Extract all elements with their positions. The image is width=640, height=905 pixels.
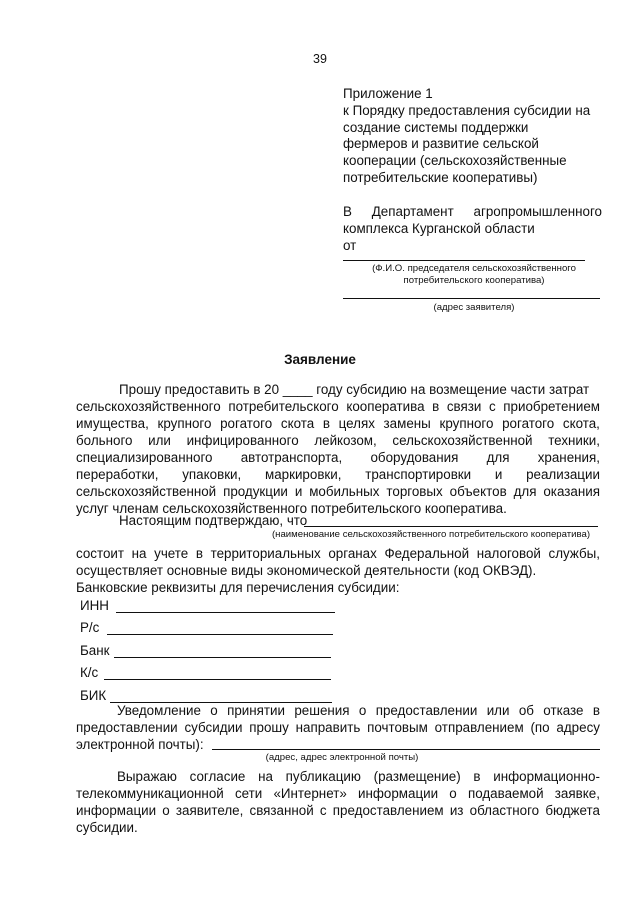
word: рогатого (502, 416, 555, 431)
word: согласие (189, 769, 246, 784)
word: маркировки, (264, 467, 342, 482)
word: прошу (249, 720, 289, 735)
addressee-line-3: от (343, 238, 357, 253)
bank-field[interactable] (114, 657, 331, 658)
fio-underline (343, 260, 585, 261)
word: оборудования (370, 450, 459, 465)
cooperative-name-underline (304, 526, 598, 527)
word: службы, (548, 546, 600, 561)
word: сельскохозяйственного (76, 399, 221, 414)
word: специализированного (76, 450, 213, 465)
word: Уведомление (117, 703, 201, 718)
word: и (494, 467, 503, 482)
word: подаваемой (467, 786, 544, 801)
word: связанной (249, 803, 314, 818)
word: больного (76, 433, 133, 448)
request-line (76, 432, 600, 449)
appendix-line: создание системы поддержки (343, 119, 529, 135)
address-underline (343, 298, 600, 299)
word: «Интернет» (273, 786, 347, 801)
word: с (488, 399, 496, 414)
word: лейкозом, (314, 433, 377, 448)
consent-line-4: субсидии. (76, 820, 138, 835)
consent-line-2 (76, 785, 600, 802)
addressee-block (343, 203, 602, 254)
ks-field[interactable] (104, 679, 331, 680)
word: и (294, 484, 303, 499)
word: в (592, 703, 600, 718)
request-line (76, 449, 600, 466)
word: телекоммуникационной (76, 786, 224, 801)
word: направить (295, 720, 361, 735)
word: кооператива (346, 399, 425, 414)
word: налоговой (476, 546, 541, 561)
word: решения (294, 703, 350, 718)
word: или (148, 433, 171, 448)
ks-label: К/с (80, 665, 99, 680)
word: публикацию (285, 769, 361, 784)
word: (размещение) (373, 769, 461, 784)
inn-field[interactable] (116, 612, 335, 613)
word: Выражаю (117, 769, 177, 784)
addressee-line-1 (343, 203, 602, 220)
word: с (319, 803, 327, 818)
word: Федеральной (384, 546, 470, 561)
appendix-line: к Порядку предоставления субсидии на (343, 102, 591, 118)
word: о (162, 803, 170, 818)
word: принятии (227, 703, 285, 718)
rs-field[interactable] (107, 634, 333, 635)
word: или (486, 703, 510, 718)
word: переработки, (76, 467, 159, 482)
addressee-word: агропромышленного (473, 204, 602, 219)
word: о (210, 703, 218, 718)
word: оказания (543, 484, 600, 499)
word: скота, (562, 416, 600, 431)
word: замены (383, 416, 431, 431)
word: предоставлении (375, 703, 478, 718)
word: рогатого (220, 416, 273, 431)
word: предоставлении (76, 720, 178, 735)
consent-line-3 (76, 802, 600, 819)
notification-line-1 (117, 702, 600, 719)
word: на (131, 546, 147, 561)
word: территориальных (210, 546, 321, 561)
request-line (76, 466, 600, 483)
request-line (76, 415, 600, 432)
confirm-line-3: Банковские реквизиты для перечисления субсидии: (76, 580, 400, 595)
word: целях (338, 416, 375, 431)
word: учете (154, 546, 189, 561)
word: об (518, 703, 534, 718)
appendix-line: фермеров и развитие сельской (343, 136, 539, 152)
word: заявителе, (175, 803, 244, 818)
addressee-word: Департамент (371, 204, 454, 219)
bik-label: БИК (80, 688, 107, 703)
fio-caption-line: потребительского кооператива) (403, 275, 545, 286)
word: сети (234, 786, 263, 801)
addressee-line-2: комплекса Курганской области (343, 221, 535, 236)
request-line (76, 483, 600, 500)
word: крупного (439, 416, 494, 431)
word: сельскохозяйственной (392, 433, 533, 448)
word: почтовым (367, 720, 428, 735)
confirm-prefix: Настоящим подтверждаю, что (119, 513, 308, 528)
notification-line-3: электронной почты): (76, 737, 204, 752)
word: приобретением (503, 399, 600, 414)
word: имущества, (76, 416, 149, 431)
word: для (513, 484, 537, 499)
rs-label: Р/с (80, 620, 100, 635)
word: отправлением (434, 720, 524, 735)
cooperative-name-caption: (наименование сельскохозяйственного потребительского кооператива) (271, 529, 591, 540)
word: сельскохозяйственной (76, 484, 217, 499)
fio-caption-line: (Ф.И.О. председателя сельскохозяйственного (372, 263, 576, 274)
word: о (358, 703, 367, 718)
word: связи (446, 399, 482, 414)
word: состоит (76, 546, 125, 561)
word: техники, (548, 433, 600, 448)
email-address-caption: (адрес, адрес электронной почты) (265, 752, 419, 763)
word: крупного (157, 416, 212, 431)
word: информации (358, 786, 439, 801)
word: скота (280, 416, 315, 431)
fio-caption (343, 263, 605, 287)
word: предоставлением (332, 803, 444, 818)
inn-label: ИНН (80, 598, 109, 613)
word: заявке, (554, 786, 600, 801)
word: упаковки, (182, 467, 242, 482)
word: в (322, 416, 330, 431)
word: в (195, 546, 203, 561)
word: объектов (449, 484, 507, 499)
word: (по (530, 720, 550, 735)
request-line-1: Прошу предоставить в 20 ____ году субсидию на возмещение части затрат (119, 382, 590, 397)
word: потребительского (228, 399, 339, 414)
word: адресу (556, 720, 600, 735)
consent-line-1 (117, 768, 600, 785)
word: бюджета (545, 803, 600, 818)
word: хранения, (537, 450, 600, 465)
appendix-line: потребительские кооперативы) (343, 169, 538, 185)
word: для (486, 450, 510, 465)
word: органах (328, 546, 377, 561)
word: в (432, 399, 440, 414)
word: продукции (223, 484, 288, 499)
word: мобильных (309, 484, 380, 499)
word: на (258, 769, 273, 784)
confirm-line (76, 545, 600, 562)
word: субсидии (184, 720, 243, 735)
notification-line-2 (76, 719, 600, 736)
word: областного (469, 803, 540, 818)
confirm-line-2: осуществляет основные виды экономической деятельности (код ОКВЭД). (76, 563, 537, 578)
addressee-word: В (343, 204, 352, 219)
word: из (449, 803, 464, 818)
word: отказе (543, 703, 584, 718)
word: информации (76, 803, 157, 818)
word: инфицированного (186, 433, 299, 448)
word: реализации (526, 467, 600, 482)
appendix-line: Приложение 1 (343, 86, 433, 101)
email-address-field[interactable] (212, 749, 600, 750)
request-line (76, 398, 600, 415)
appendix-line: кооперации (сельскохозяйственные (343, 153, 567, 169)
document-title: Заявление (284, 352, 356, 367)
word: торговых (386, 484, 443, 499)
appendix-header (343, 86, 605, 187)
request-last-line: услуг членам сельскохозяйственного потребительского кооператива. (76, 501, 507, 516)
word: информационно- (493, 769, 600, 784)
word: о (449, 786, 457, 801)
word: автотранспорта, (240, 450, 343, 465)
word: в (473, 769, 481, 784)
page-number: 39 (313, 52, 327, 66)
bank-label: Банк (80, 643, 110, 658)
word: транспортировки (365, 467, 472, 482)
address-caption: (адрес заявителя) (433, 302, 515, 313)
